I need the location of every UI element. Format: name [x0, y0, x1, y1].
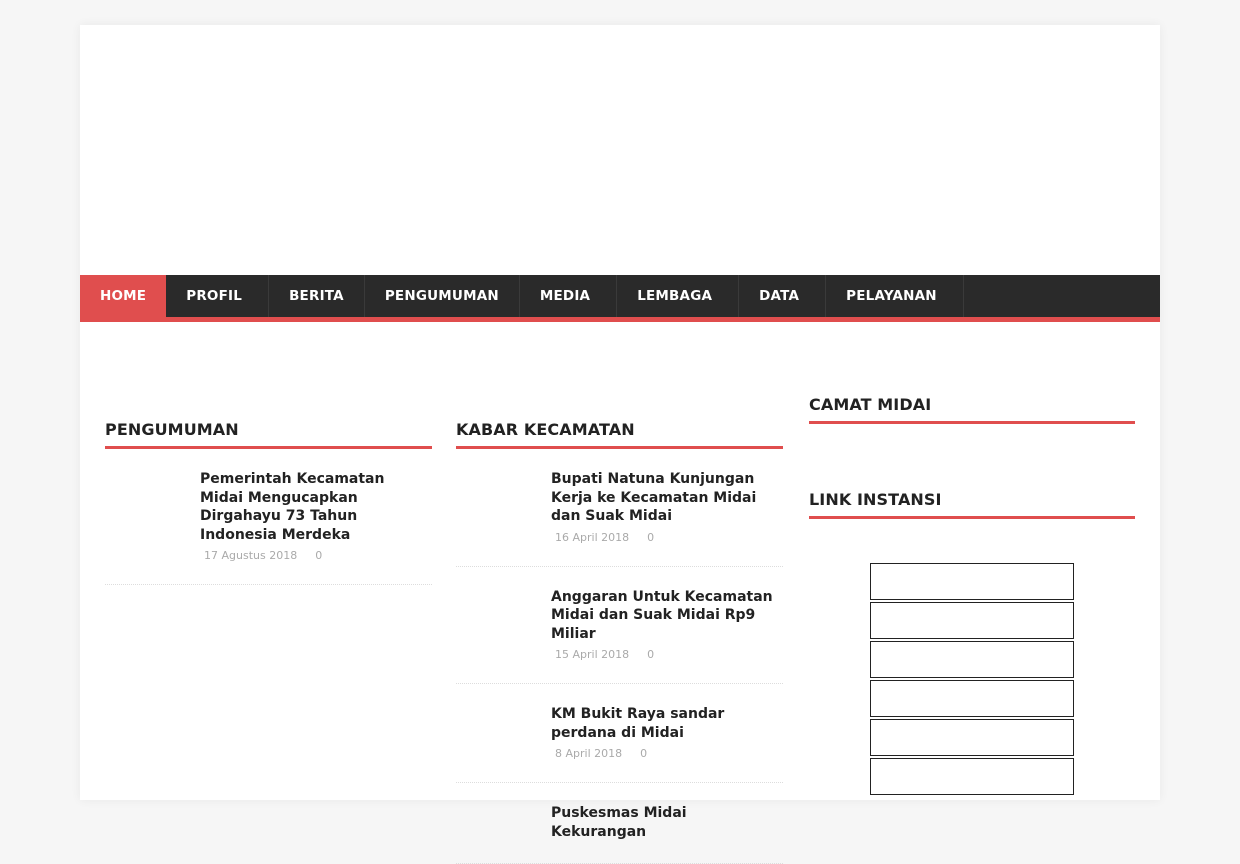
nav-item-lembaga[interactable]: [617, 275, 739, 317]
nav-item-label: BERITA: [289, 288, 344, 304]
site-header: [80, 25, 1160, 275]
nav-item-label: HOME: [100, 288, 147, 304]
kabar-kecamatan-title: KABAR KECAMATAN: [456, 420, 783, 449]
post-meta: [551, 648, 783, 661]
nav-item-label: PROFIL: [186, 288, 243, 304]
link-instansi-banner[interactable]: [870, 758, 1074, 795]
post-meta: [200, 549, 432, 562]
nav-item-data[interactable]: [739, 275, 826, 317]
camat-midai-title: CAMAT MIDAI: [809, 395, 1135, 424]
sidebar: [809, 395, 1135, 797]
pengumuman-widget: [105, 420, 432, 585]
nav-item-pengumuman[interactable]: [365, 275, 520, 317]
post-item: [456, 684, 783, 783]
link-instansi-banner[interactable]: [870, 680, 1074, 717]
pengumuman-title: PENGUMUMAN: [105, 420, 432, 449]
post-item: [105, 449, 432, 585]
kabar-kecamatan-post-list: [456, 449, 783, 864]
post-title-link[interactable]: Anggaran Untuk Kecamatan Midai dan Suak Midai Rp9 Miliar: [551, 588, 773, 642]
nav-item-label: DATA: [759, 288, 800, 304]
link-instansi-banner[interactable]: [870, 602, 1074, 639]
nav-item-home[interactable]: [80, 275, 166, 317]
nav-item-berita[interactable]: [269, 275, 365, 317]
nav-item-label: PENGUMUMAN: [384, 288, 499, 304]
link-instansi-list: [809, 563, 1135, 795]
page-container: [80, 25, 1160, 840]
post-comment-count[interactable]: 0: [640, 747, 648, 760]
link-instansi-banner[interactable]: [870, 563, 1074, 600]
nav-item-label: MEDIA: [539, 288, 591, 304]
camat-midai-content: [809, 424, 1135, 490]
post-comment-count[interactable]: 0: [647, 530, 655, 544]
post-date: 16 April 2018: [555, 530, 630, 544]
post-date: 8 April 2018: [555, 747, 623, 760]
post-item: [456, 783, 783, 864]
link-instansi-banner[interactable]: [870, 641, 1074, 678]
link-instansi-title: LINK INSTANSI: [809, 490, 1135, 519]
post-meta: [551, 747, 783, 760]
post-date: 15 April 2018: [555, 648, 630, 661]
post-meta: [551, 531, 783, 544]
link-instansi-banner[interactable]: [870, 719, 1074, 756]
post-date: 17 Agustus 2018: [204, 549, 298, 562]
pengumuman-post-list: [105, 449, 432, 585]
post-comment-count[interactable]: 0: [647, 648, 655, 661]
nav-item-pelayanan[interactable]: [826, 275, 964, 317]
post-item: [456, 567, 783, 685]
main-nav: [80, 275, 1160, 322]
kabar-kecamatan-widget: [456, 420, 783, 864]
post-comment-count[interactable]: 0: [315, 549, 323, 562]
nav-item-media[interactable]: [520, 275, 617, 317]
nav-item-label: LEMBAGA: [637, 288, 713, 304]
nav-item-label: PELAYANAN: [846, 288, 937, 304]
post-title-link[interactable]: Bupati Natuna Kunjungan Kerja ke Kecamatan Midai dan Suak Midai: [551, 471, 757, 524]
post-title-link[interactable]: KM Bukit Raya sandar perdana di Midai: [551, 706, 725, 741]
post-title-link[interactable]: Puskesmas Midai Kekurangan: [551, 805, 687, 840]
nav-item-profil[interactable]: [166, 275, 269, 317]
post-title-link[interactable]: Pemerintah Kecamatan Midai Mengucapkan Dirgahayu 73 Tahun Indonesia Merdeka: [200, 471, 385, 543]
post-item: [456, 449, 783, 567]
